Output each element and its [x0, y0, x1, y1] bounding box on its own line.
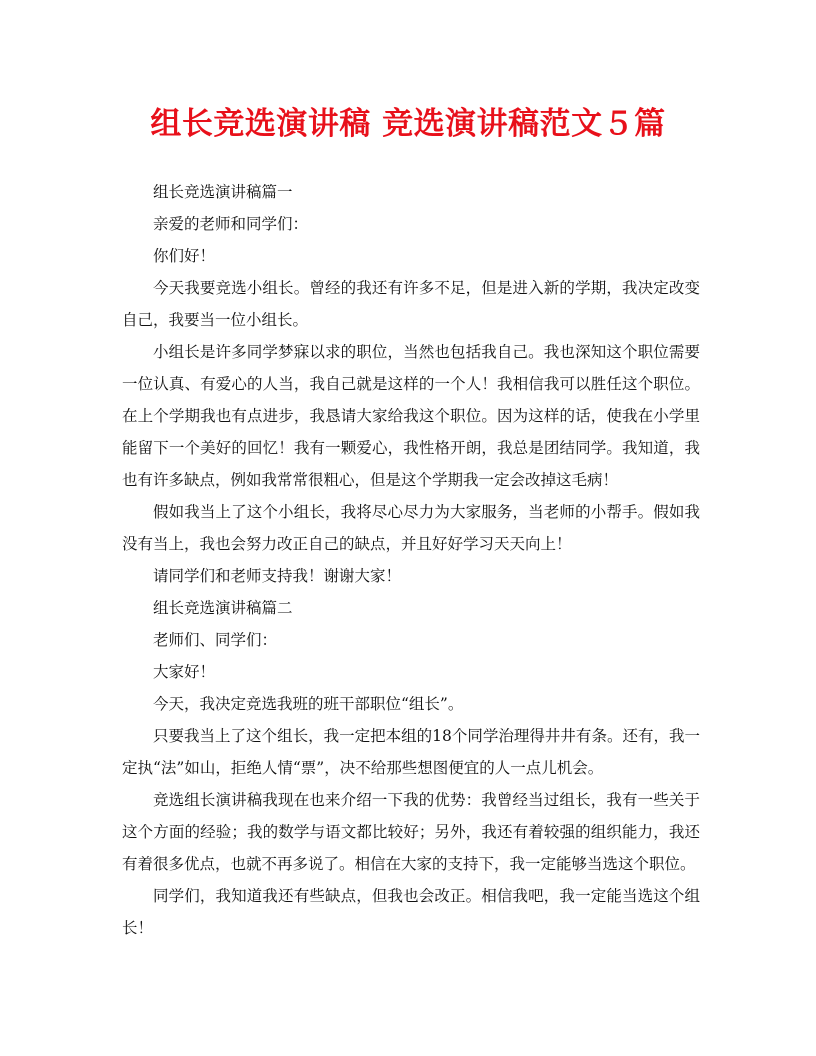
greeting-1: 你们好！: [153, 247, 216, 265]
paragraph: 假如我当上了这个小组长，我将尽心尽力为大家服务，当老师的小帮手。假如我没有当上，我也会努力改正自己的缺点，并且好好学习天天向上！: [122, 503, 700, 553]
salutation-1: 亲爱的老师和同学们：: [153, 215, 309, 233]
paragraph: 同学们，我知道我还有些缺点，但我也会改正。相信我吧，我一定能当选这个组长！: [122, 887, 700, 937]
document-title: 组长竞选演讲稿 竞选演讲稿范文５篇: [150, 106, 666, 142]
section-heading-2: 组长竞选演讲稿篇二: [153, 599, 293, 617]
closing-1: 请同学们和老师支持我！谢谢大家！: [153, 567, 402, 585]
document-body: [122, 176, 700, 944]
section-heading-1: 组长竞选演讲稿篇一: [153, 183, 293, 201]
salutation-2: 老师们、同学们：: [153, 631, 278, 649]
paragraph: 今天，我决定竞选我班的班干部职位“组长”。: [153, 695, 464, 713]
paragraph: 今天我要竞选小组长。曾经的我还有许多不足，但是进入新的学期，我决定改变自己，我要当一位小组长。: [122, 279, 700, 329]
paragraph: 小组长是许多同学梦寐以求的职位，当然也包括我自己。我也深知这个职位需要一位认真、有爱心的人当，我自己就是这样的一个人！我相信我可以胜任这个职位。在上个学期我也有点进步，我恳请大家给我这个职位。因为这样的话，使我在小学里能留下一个美好的回忆！我有一颗爱心，我性格开朗，我总是团结同学。我知道，我也有许多缺点，例如我常常很粗心，但是这个学期我一定会改掉这毛病！: [122, 343, 700, 489]
paragraph: 只要我当上了这个组长，我一定把本组的18个同学治理得井井有条。还有，我一定执“法”如山，拒绝人情“票”，决不给那些想图便宜的人一点儿机会。: [122, 727, 700, 777]
greeting-2: 大家好！: [153, 663, 216, 681]
paragraph: 竞选组长演讲稿我现在也来介绍一下我的优势：我曾经当过组长，我有一些关于这个方面的经验；我的数学与语文都比较好；另外，我还有着较强的组织能力，我还有着很多优点，也就不再多说了。相信在大家的支持下，我一定能够当选这个职位。: [122, 791, 700, 873]
